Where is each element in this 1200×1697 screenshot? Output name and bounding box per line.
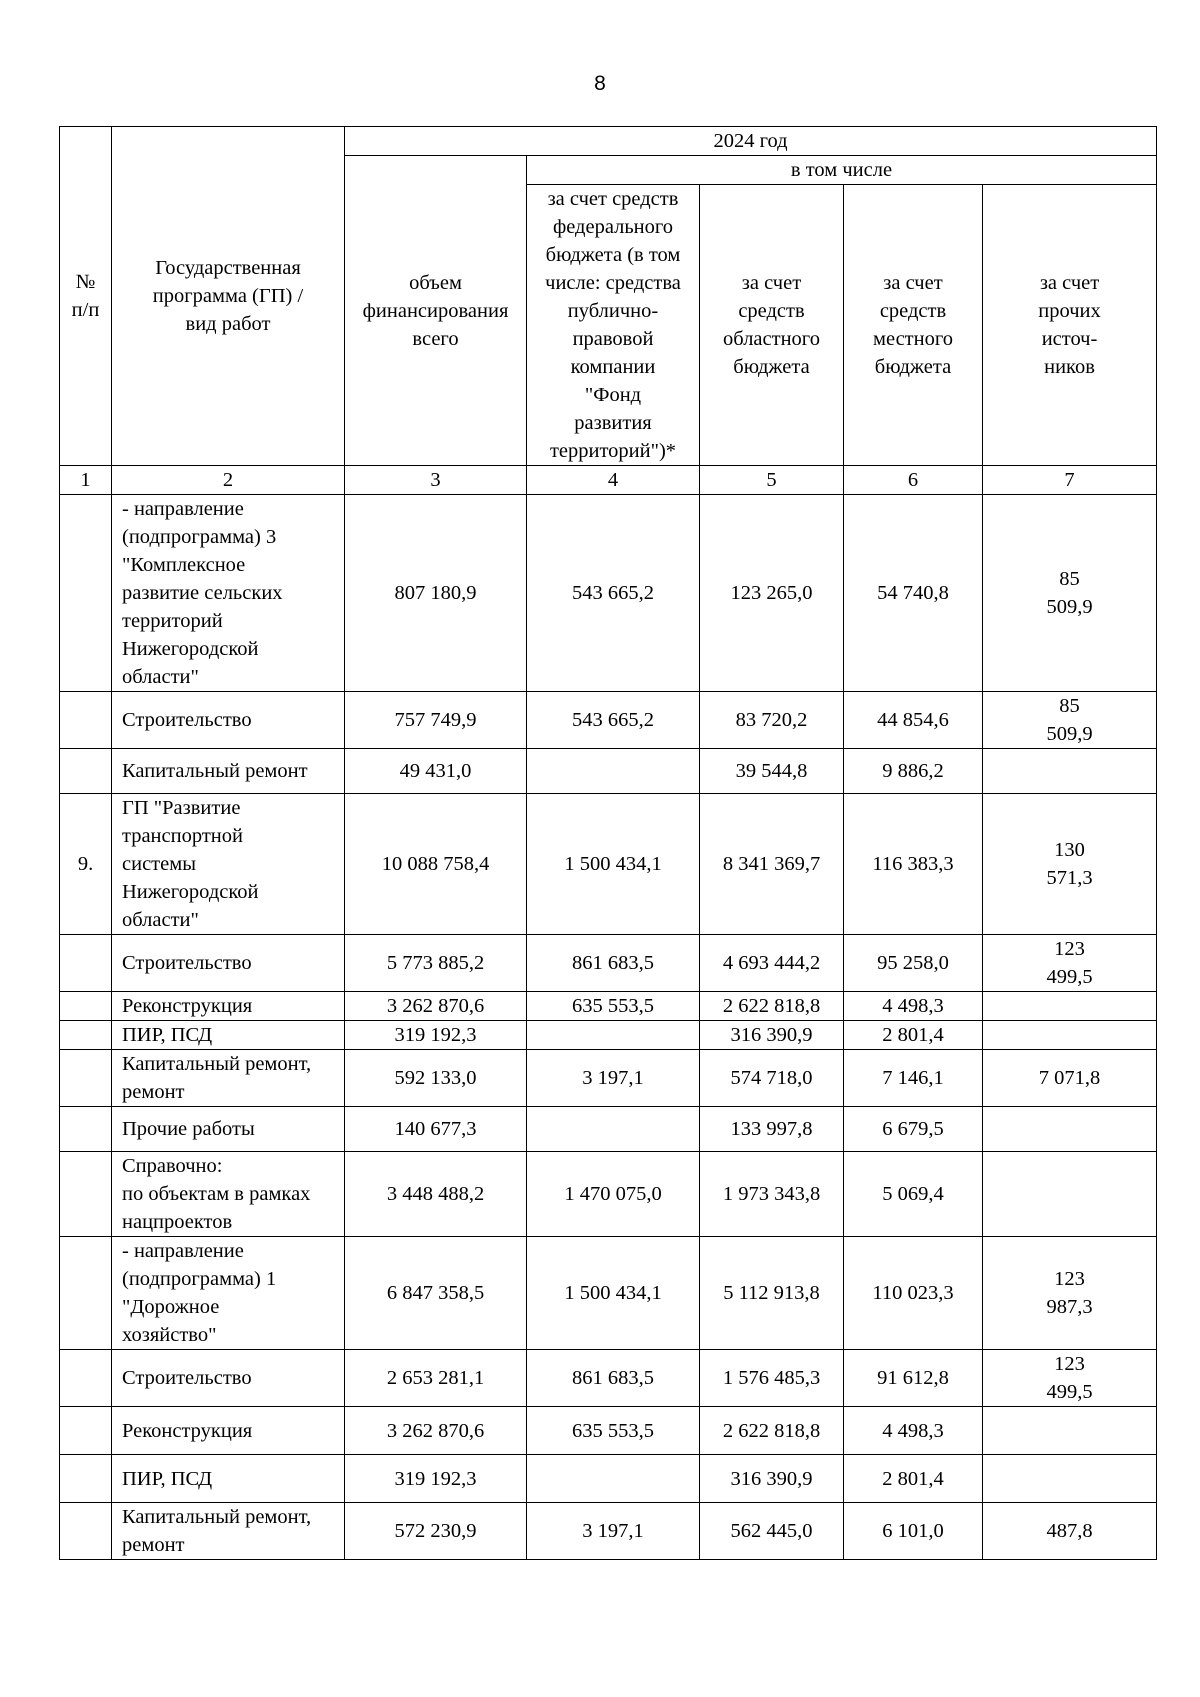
cell-local: 95 258,0 [844, 935, 983, 992]
cell-other [983, 1021, 1157, 1050]
cell-total: 10 088 758,4 [345, 794, 527, 935]
cell-regional: 133 997,8 [700, 1107, 844, 1152]
cell-regional: 123 265,0 [700, 495, 844, 692]
row-number [60, 935, 112, 992]
cell-other: 85 509,9 [983, 495, 1157, 692]
column-number: 4 [527, 466, 700, 495]
cell-federal: 3 197,1 [527, 1050, 700, 1107]
cell-local: 116 383,3 [844, 794, 983, 935]
cell-federal: 543 665,2 [527, 692, 700, 749]
cell-federal: 635 553,5 [527, 992, 700, 1021]
header-federal: за счет средств федерального бюджета (в том числе: средства публично- правовой компании "Фонд развития территорий")* [527, 185, 700, 466]
cell-other [983, 749, 1157, 794]
header-total: объем финансирования всего [345, 156, 527, 466]
cell-total: 757 749,9 [345, 692, 527, 749]
cell-local: 2 801,4 [844, 1455, 983, 1503]
row-name: Строительство [112, 692, 345, 749]
cell-regional: 2 622 818,8 [700, 1407, 844, 1455]
table-row [60, 1455, 1157, 1503]
header-num: № п/п [60, 127, 112, 466]
budget-table [59, 126, 1157, 1560]
cell-regional: 562 445,0 [700, 1503, 844, 1560]
cell-other [983, 1455, 1157, 1503]
cell-other: 487,8 [983, 1503, 1157, 1560]
cell-local: 91 612,8 [844, 1350, 983, 1407]
cell-federal [527, 1455, 700, 1503]
cell-regional: 1 973 343,8 [700, 1152, 844, 1237]
row-number [60, 1107, 112, 1152]
cell-local: 5 069,4 [844, 1152, 983, 1237]
row-number [60, 1407, 112, 1455]
cell-total: 319 192,3 [345, 1455, 527, 1503]
cell-local: 7 146,1 [844, 1050, 983, 1107]
cell-local: 4 498,3 [844, 1407, 983, 1455]
cell-federal: 635 553,5 [527, 1407, 700, 1455]
cell-total: 140 677,3 [345, 1107, 527, 1152]
row-name: Реконструкция [112, 992, 345, 1021]
row-name: Капитальный ремонт, ремонт [112, 1050, 345, 1107]
cell-regional: 2 622 818,8 [700, 992, 844, 1021]
column-number: 1 [60, 466, 112, 495]
cell-total: 3 262 870,6 [345, 1407, 527, 1455]
row-name: Строительство [112, 935, 345, 992]
cell-other: 123 499,5 [983, 935, 1157, 992]
row-name: ПИР, ПСД [112, 1455, 345, 1503]
table-row [60, 794, 1157, 935]
table-row [60, 992, 1157, 1021]
cell-regional: 5 112 913,8 [700, 1237, 844, 1350]
cell-local: 6 679,5 [844, 1107, 983, 1152]
row-name: Капитальный ремонт [112, 749, 345, 794]
row-number [60, 1350, 112, 1407]
cell-total: 3 448 488,2 [345, 1152, 527, 1237]
column-numbers-row [60, 466, 1157, 495]
cell-total: 6 847 358,5 [345, 1237, 527, 1350]
cell-regional: 316 390,9 [700, 1021, 844, 1050]
cell-federal [527, 1107, 700, 1152]
header-program: Государственная программа (ГП) / вид работ [112, 127, 345, 466]
row-name: Справочно: по объектам в рамках нацпроектов [112, 1152, 345, 1237]
row-name: Капитальный ремонт, ремонт [112, 1503, 345, 1560]
cell-total: 5 773 885,2 [345, 935, 527, 992]
table-row [60, 692, 1157, 749]
table-row [60, 1050, 1157, 1107]
cell-other [983, 1107, 1157, 1152]
cell-regional: 1 576 485,3 [700, 1350, 844, 1407]
cell-regional: 4 693 444,2 [700, 935, 844, 992]
cell-local: 6 101,0 [844, 1503, 983, 1560]
row-name: - направление (подпрограмма) 3 "Комплексное развитие сельских территорий Нижегородской области" [112, 495, 345, 692]
cell-federal [527, 749, 700, 794]
cell-local: 9 886,2 [844, 749, 983, 794]
header-year: 2024 год [345, 127, 1157, 156]
row-number [60, 1152, 112, 1237]
table-row [60, 1350, 1157, 1407]
row-name: Прочие работы [112, 1107, 345, 1152]
row-number [60, 1050, 112, 1107]
cell-total: 592 133,0 [345, 1050, 527, 1107]
table-row [60, 1407, 1157, 1455]
row-number [60, 1237, 112, 1350]
cell-other [983, 1407, 1157, 1455]
cell-other: 123 499,5 [983, 1350, 1157, 1407]
cell-total: 2 653 281,1 [345, 1350, 527, 1407]
table-row [60, 1152, 1157, 1237]
cell-federal: 543 665,2 [527, 495, 700, 692]
row-number [60, 1503, 112, 1560]
column-number: 2 [112, 466, 345, 495]
cell-local: 54 740,8 [844, 495, 983, 692]
column-number: 5 [700, 466, 844, 495]
cell-regional: 83 720,2 [700, 692, 844, 749]
page-number: 8 [594, 72, 606, 95]
cell-other [983, 992, 1157, 1021]
cell-other: 123 987,3 [983, 1237, 1157, 1350]
cell-federal: 861 683,5 [527, 1350, 700, 1407]
table-row [60, 1237, 1157, 1350]
cell-regional: 8 341 369,7 [700, 794, 844, 935]
cell-federal [527, 1021, 700, 1050]
table-row [60, 935, 1157, 992]
row-number [60, 692, 112, 749]
cell-local: 2 801,4 [844, 1021, 983, 1050]
cell-federal: 1 500 434,1 [527, 794, 700, 935]
header-regional: за счет средств областного бюджета [700, 185, 844, 466]
header-local: за счет средств местного бюджета [844, 185, 983, 466]
table-row [60, 495, 1157, 692]
cell-regional: 316 390,9 [700, 1455, 844, 1503]
header-including: в том числе [527, 156, 1157, 185]
row-name: Реконструкция [112, 1407, 345, 1455]
header-other: за счет прочих источ- ников [983, 185, 1157, 466]
row-number [60, 992, 112, 1021]
cell-total: 49 431,0 [345, 749, 527, 794]
cell-local: 4 498,3 [844, 992, 983, 1021]
row-name: Строительство [112, 1350, 345, 1407]
row-number [60, 1455, 112, 1503]
cell-local: 110 023,3 [844, 1237, 983, 1350]
cell-other: 85 509,9 [983, 692, 1157, 749]
table-row [60, 1021, 1157, 1050]
cell-other: 7 071,8 [983, 1050, 1157, 1107]
column-number: 3 [345, 466, 527, 495]
table-row [60, 1503, 1157, 1560]
cell-other: 130 571,3 [983, 794, 1157, 935]
cell-total: 572 230,9 [345, 1503, 527, 1560]
cell-other [983, 1152, 1157, 1237]
cell-local: 44 854,6 [844, 692, 983, 749]
cell-federal: 1 500 434,1 [527, 1237, 700, 1350]
row-number [60, 749, 112, 794]
row-name: - направление (подпрограмма) 1 "Дорожное хозяйство" [112, 1237, 345, 1350]
table-row [60, 1107, 1157, 1152]
column-number: 6 [844, 466, 983, 495]
cell-total: 319 192,3 [345, 1021, 527, 1050]
cell-regional: 574 718,0 [700, 1050, 844, 1107]
cell-federal: 861 683,5 [527, 935, 700, 992]
row-number [60, 495, 112, 692]
cell-total: 807 180,9 [345, 495, 527, 692]
column-number: 7 [983, 466, 1157, 495]
cell-total: 3 262 870,6 [345, 992, 527, 1021]
cell-federal: 3 197,1 [527, 1503, 700, 1560]
cell-regional: 39 544,8 [700, 749, 844, 794]
row-name: ГП "Развитие транспортной системы Нижегородской области" [112, 794, 345, 935]
row-number [60, 1021, 112, 1050]
row-number: 9. [60, 794, 112, 935]
row-name: ПИР, ПСД [112, 1021, 345, 1050]
table-row [60, 749, 1157, 794]
cell-federal: 1 470 075,0 [527, 1152, 700, 1237]
